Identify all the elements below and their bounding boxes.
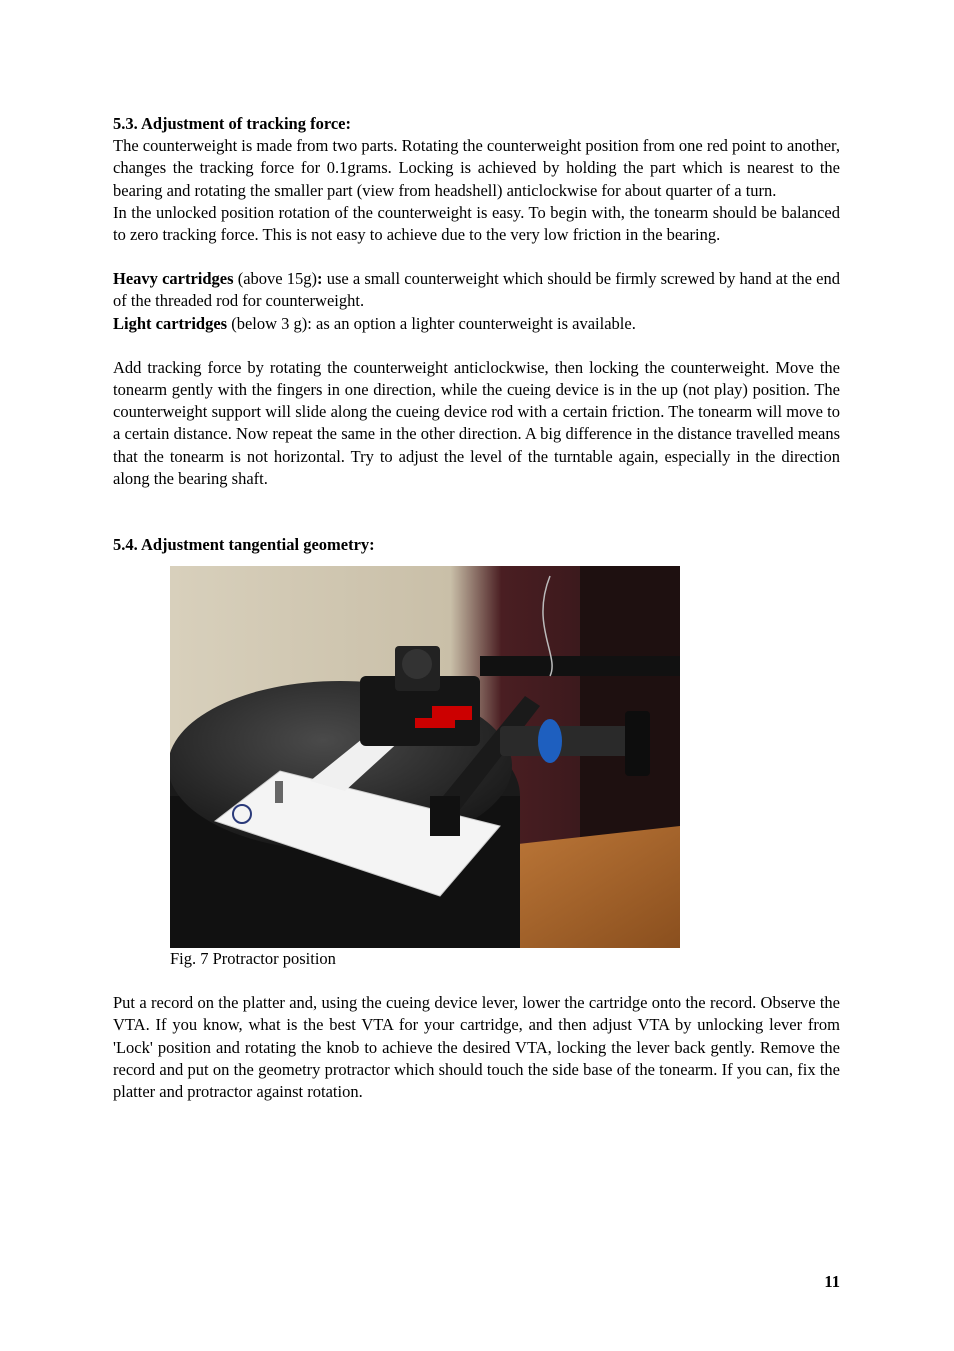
page-number: 11 — [824, 1272, 840, 1291]
light-cartridges-text: (below 3 g): as an option a lighter counterweight is available. — [227, 313, 636, 333]
light-cartridges-para — [113, 313, 840, 335]
section-53-para3: Add tracking force by rotating the counterweight anticlockwise, then locking the counterweight. Move the tonearm gently with the fingers in one direction, while the cueing device is in the up (not play) position. The counterweight support will slide along the cueing device rod with a certain friction. The tonearm will move to a certain distance. Now repeat the same in the other direction. A big difference in the distance travelled means that the tonearm is not horizontal. Try to adjust the level of the turntable again, especially in the direction along the bearing shaft. — [113, 357, 840, 488]
heavy-cartridges-label: Heavy cartridges — [113, 269, 234, 289]
section-53-heading: 5.3. Adjustment of tracking force: — [113, 114, 351, 133]
heavy-cartridges-colon: : — [317, 269, 323, 289]
section-53-para2: In the unlocked position rotation of the counterweight is easy. To begin with, the tonearm should be balanced to zero tracking force. This is not easy to achieve due to the very low friction in the bearing. — [113, 202, 840, 245]
page-content — [113, 113, 840, 1103]
heavy-cartridges-text: use a small counterweight which should be firmly screwed by hand at the end of the threaded rod for counterweight. — [113, 269, 840, 311]
figure-caption: Fig. 7 Protractor position — [170, 949, 336, 969]
heavy-cartridges-para — [113, 268, 840, 312]
section-54-heading: 5.4. Adjustment tangential geometry: — [113, 535, 375, 555]
protractor-photo — [170, 566, 680, 948]
section-54-para1: Put a record on the platter and, using the cueing device lever, lower the cartridge onto the record. Observe the VTA. If you know, what is the best VTA for your cartridge, and then adjust VTA by unlocking lever from 'Lock' position and rotating the knob to achieve the desired VTA, locking the lever back gently. Remove the record and put on the geometry protractor which should touch the side base of the tonearm. If you can, fix the platter and protractor against rotation. — [113, 993, 840, 1102]
heavy-cartridges-paren: (above 15g) — [233, 269, 318, 289]
light-cartridges-label: Light cartridges — [113, 313, 228, 333]
protractor-photo-drawing — [170, 566, 680, 948]
section-53-para1: The counterweight is made from two parts. Rotating the counterweight position from one red point to another, changes the tracking force for 0.1grams. Locking is achieved by holding the part which is nearest to the bearing and rotating the smaller part (view from headshell) anticlockwise for about quarter of a turn. — [113, 136, 840, 200]
